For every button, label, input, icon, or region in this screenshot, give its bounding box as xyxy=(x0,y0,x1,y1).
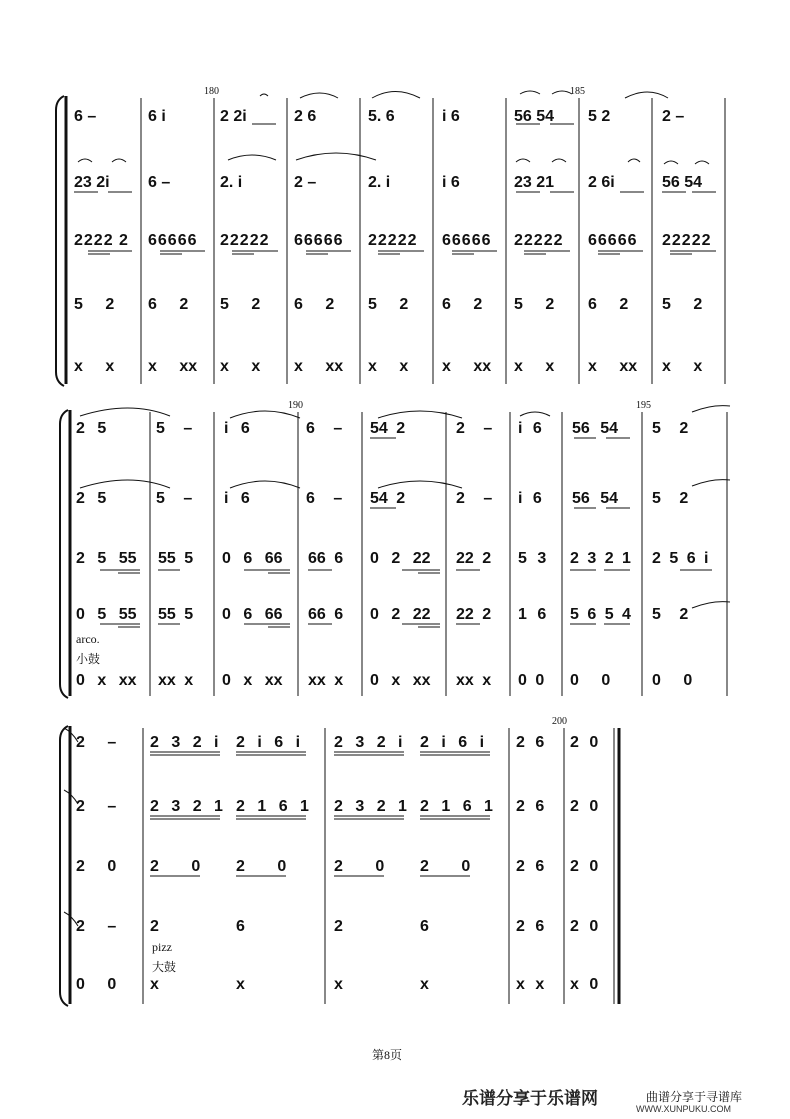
note-cell: 2 1 6 1 xyxy=(236,798,309,815)
note-cell: 0 0 xyxy=(518,672,545,689)
note-cell: 2 0 xyxy=(334,858,385,875)
note-cell: 66666 xyxy=(442,232,492,249)
note-cell: 22222 xyxy=(662,232,712,249)
note-cell: xx x xyxy=(308,672,344,689)
note-cell: 2 i 6 i xyxy=(420,734,485,751)
note-cell: 2 1 6 1 xyxy=(420,798,493,815)
note-cell: 0 0 xyxy=(652,672,693,689)
note-cell: 2 6 xyxy=(516,858,545,875)
note-cell: x xyxy=(236,976,245,993)
note-cell: 2 0 xyxy=(570,798,599,815)
note-cell: x xyxy=(150,976,159,993)
note-cell: 55 5 xyxy=(158,606,194,623)
pizz-marking: pizz xyxy=(152,940,172,954)
note-cell: 6 xyxy=(236,918,245,935)
note-cell: 2 3 2 i xyxy=(334,734,403,751)
note-cell: 6 2 xyxy=(588,296,629,313)
note-cell: x xyxy=(334,976,343,993)
note-cell: 2 2i xyxy=(220,108,247,125)
note-cell: 2 3 2 1 xyxy=(150,798,223,815)
note-cell: 0 6 66 xyxy=(222,606,283,623)
measure-number: 185 xyxy=(570,86,585,97)
watermark-url: WWW.XUNPUKU.COM xyxy=(636,1104,731,1114)
note-cell: 6 2 xyxy=(148,296,189,313)
note-cell: 0 x xx xyxy=(76,672,137,689)
note-cell: 5 2 xyxy=(588,108,611,125)
arco-marking: arco. xyxy=(76,632,100,646)
note-cell: 56 54 xyxy=(572,420,619,437)
note-cell: x x xyxy=(220,358,261,375)
note-cell: 54 2 xyxy=(370,420,406,437)
note-cell: 66666 xyxy=(148,232,198,249)
note-cell: 2 3 2 1 xyxy=(570,550,631,567)
note-cell: x 0 xyxy=(570,976,599,993)
note-cell: 5 3 xyxy=(518,550,547,567)
note-cell: xx x xyxy=(456,672,492,689)
note-cell: 2 – xyxy=(662,108,685,125)
note-cell: 2 6i xyxy=(588,174,615,191)
note-cell: 6 2 xyxy=(294,296,335,313)
note-cell: 2 6 xyxy=(516,918,545,935)
note-cell: 2 0 xyxy=(420,858,471,875)
note-cell: 5 2 xyxy=(652,420,689,437)
measure-number: 200 xyxy=(552,716,567,727)
note-cell: 2 – xyxy=(76,798,117,815)
measure-number: 195 xyxy=(636,400,651,411)
note-cell: 5 2 xyxy=(652,606,689,623)
note-cell: x x xyxy=(74,358,115,375)
note-cell: i 6 xyxy=(518,420,542,437)
note-cell: 66666 xyxy=(588,232,638,249)
note-cell: 2 – xyxy=(456,490,493,507)
note-cell: 0 x xx xyxy=(370,672,431,689)
note-cell: 6 2 xyxy=(442,296,483,313)
note-cell: 2. i xyxy=(220,174,243,191)
note-cell: 2 6 xyxy=(516,798,545,815)
note-cell: 5 – xyxy=(156,420,193,437)
note-cell: 0 2 22 xyxy=(370,606,431,623)
note-cell: 5 2 xyxy=(514,296,555,313)
note-cell: 0 0 xyxy=(570,672,611,689)
note-cell: 0 2 22 xyxy=(370,550,431,567)
note-cell: 2 5 6 i xyxy=(652,550,709,567)
note-cell: 5 – xyxy=(156,490,193,507)
note-cell: 0 x xx xyxy=(222,672,283,689)
note-cell: 2 i 6 i xyxy=(236,734,301,751)
note-cell: 5 2 xyxy=(652,490,689,507)
note-cell: 5 2 xyxy=(220,296,261,313)
note-cell: x xx xyxy=(442,358,492,375)
note-cell: i 6 xyxy=(224,420,250,437)
note-cell: 0 5 55 xyxy=(76,606,137,623)
watermark-right: 曲谱分享于寻谱库 xyxy=(646,1090,743,1104)
note-cell: 6 – xyxy=(148,174,171,191)
note-cell: 56 54 xyxy=(572,490,619,507)
note-cell: i 6 xyxy=(442,174,460,191)
note-cell: x xyxy=(420,976,429,993)
note-cell: 6 xyxy=(420,918,429,935)
note-cell: x xx xyxy=(148,358,198,375)
note-cell: 5 2 xyxy=(662,296,703,313)
note-cell: 2 – xyxy=(456,420,493,437)
note-cell: 2 3 2 i xyxy=(150,734,219,751)
note-cell: i 6 xyxy=(442,108,460,125)
note-cell: 5 6 5 4 xyxy=(570,606,631,623)
note-cell: 2 0 xyxy=(150,858,201,875)
note-cell: 2. i xyxy=(368,174,391,191)
note-cell: 2 5 55 xyxy=(76,550,137,567)
note-cell: 0 6 66 xyxy=(222,550,283,567)
instrument-label: 小鼓 xyxy=(76,652,101,666)
page-number: 第8页 xyxy=(372,1048,403,1062)
note-cell: xx x xyxy=(158,672,194,689)
note-cell: 22222 xyxy=(220,232,270,249)
note-cell: 5 2 xyxy=(74,296,115,313)
note-cell: i 6 xyxy=(518,490,542,507)
note-cell: 2 6 xyxy=(516,734,545,751)
note-cell: x x xyxy=(514,358,555,375)
note-cell: 6 – xyxy=(306,490,343,507)
note-cell: x x xyxy=(662,358,703,375)
note-cell: 66666 xyxy=(294,232,344,249)
note-cell: 2222 2 xyxy=(74,232,129,249)
note-cell: 22 2 xyxy=(456,550,492,567)
note-cell: 2 6 xyxy=(294,108,317,125)
note-cell: x x xyxy=(516,976,545,993)
note-cell: x xx xyxy=(294,358,344,375)
note-cell: 66 6 xyxy=(308,606,344,623)
note-cell: 2 3 2 1 xyxy=(334,798,407,815)
note-cell: 2 5 xyxy=(76,490,107,507)
note-cell: 6 i xyxy=(148,108,166,125)
note-cell: i 6 xyxy=(224,490,250,507)
note-cell: 1 6 xyxy=(518,606,547,623)
note-cell: 5. 6 xyxy=(368,108,395,125)
note-cell: 56 54 xyxy=(662,174,703,191)
note-cell: 2 xyxy=(150,918,159,935)
measure-number: 190 xyxy=(288,400,303,411)
note-cell: 2 0 xyxy=(570,858,599,875)
note-cell: 2 – xyxy=(76,734,117,751)
note-cell: 22222 xyxy=(514,232,564,249)
note-cell: 2 0 xyxy=(570,734,599,751)
note-cell: 2 5 xyxy=(76,420,107,437)
note-cell: 23 21 xyxy=(514,174,555,191)
instrument-label: 大鼓 xyxy=(152,960,177,974)
note-cell: 22 2 xyxy=(456,606,492,623)
note-cell: 2 xyxy=(334,918,343,935)
note-cell: 0 0 xyxy=(76,976,117,993)
note-cell: 54 2 xyxy=(370,490,406,507)
note-cell: x xx xyxy=(588,358,638,375)
note-cell: 55 5 xyxy=(158,550,194,567)
note-cell: 6 – xyxy=(306,420,343,437)
note-cell: 66 6 xyxy=(308,550,344,567)
measure-number: 180 xyxy=(204,86,219,97)
note-cell: 2 0 xyxy=(570,918,599,935)
note-cell: 2 – xyxy=(294,174,317,191)
note-cell: 2 – xyxy=(76,918,117,935)
watermark-left: 乐谱分享于乐谱网 xyxy=(462,1089,598,1108)
note-cell: 5 2 xyxy=(368,296,409,313)
note-cell: 56 54 xyxy=(514,108,555,125)
note-cell: x x xyxy=(368,358,409,375)
note-cell: 23 2i xyxy=(74,174,110,191)
note-cell: 6 – xyxy=(74,108,97,125)
note-cell: 2 0 xyxy=(236,858,287,875)
note-cell: 2 0 xyxy=(76,858,117,875)
note-cell: 22222 xyxy=(368,232,418,249)
